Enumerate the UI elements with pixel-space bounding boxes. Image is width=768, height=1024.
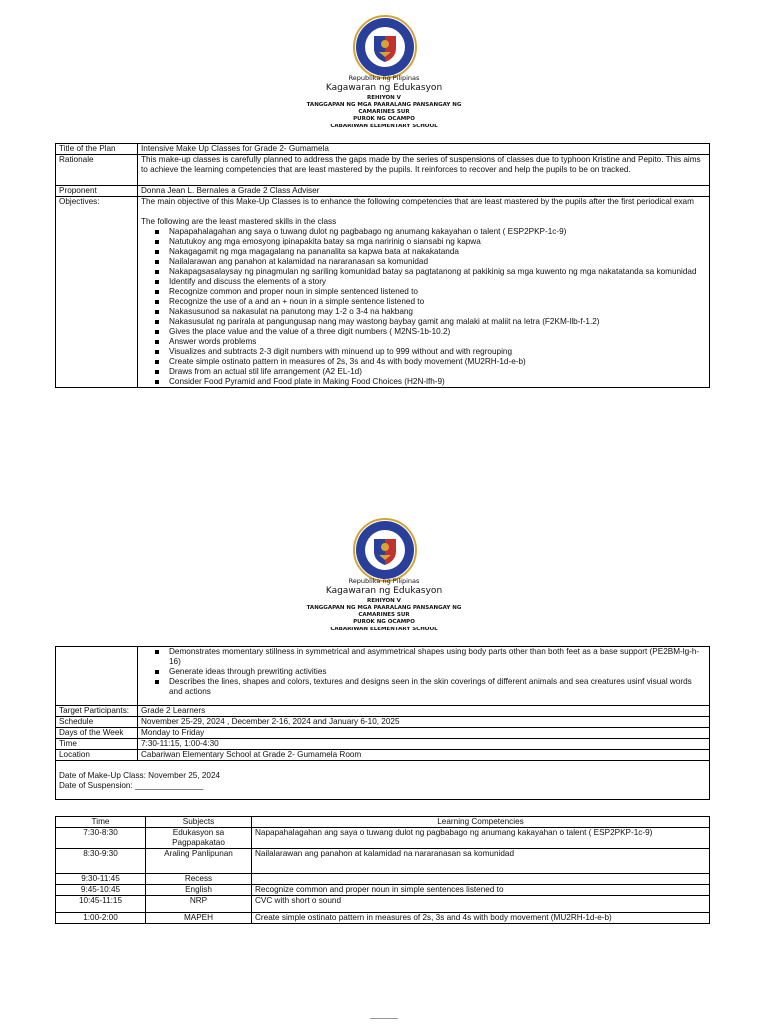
suspension-date: Date of Suspension: _______________ (59, 781, 204, 790)
row-competency: CVC with short o sound (252, 896, 710, 913)
school-label: CABARIWAN ELEMENTARY SCHOOL (330, 627, 438, 632)
title-label: Title of the Plan (56, 144, 138, 155)
list-item: Napapahalagahan ang saya o tuwang dulot ng pagbabago ng anumang kakayahan o talent ( ESP2PKP-1c-9) (169, 227, 706, 237)
row-subject: Recess (146, 874, 252, 885)
skills-list (141, 227, 706, 387)
list-item: Natutukoy ang mga emosyong ipinapakita batay sa mga naririnig o siansabi ng kapwa (169, 237, 706, 247)
makeup-date: Date of Make-Up Class: November 25, 2024 (59, 771, 221, 780)
row-competency: Napapahalagahan ang saya o tuwang dulot ng pagbabago ng anumang kakayahan o talent ( ESP2PKP-1c-9) (252, 828, 710, 849)
list-item: Visualizes and subtracts 2-3 digit numbers with minuend up to 999 without and with regrouping (169, 347, 706, 357)
row-time: 8:30-9:30 (56, 849, 146, 874)
school-label: CABARIWAN ELEMENTARY SCHOOL (330, 124, 438, 129)
location-label: Location (56, 750, 138, 761)
list-item: Identify and discuss the elements of a story (169, 277, 706, 287)
days-row (56, 728, 710, 739)
title-value: Intensive Make Up Classes for Grade 2- Gumamela (138, 144, 710, 155)
table-row (56, 828, 710, 849)
deped-seal-icon (352, 517, 418, 583)
target-row (56, 706, 710, 717)
rationale-row (56, 155, 710, 186)
list-item: Draws from an actual stil life arrangement (A2 EL-1d) (169, 367, 706, 377)
province-label: CAMARINES SUR (358, 612, 410, 618)
region-label: REHIYON V (367, 95, 401, 101)
department-label: Kagawaran ng Edukasyon (325, 83, 443, 93)
list-item: Gives the place value and the value of a three digit numbers ( M2NS-1b-10.2) (169, 327, 706, 337)
row-competency: Recognize common and proper noun in simple sentences listened to (252, 885, 710, 896)
list-item: Nakapagsasalaysay ng pinagmulan ng sariling komunidad batay sa pagtatanong at pakikinig sa mga kuwento ng mga nakatatanda sa komunidad (169, 267, 706, 277)
row-subject: Araling Panlipunan (146, 849, 252, 874)
time-row (56, 739, 710, 750)
target-label: Target Participants: (56, 706, 138, 717)
row-time: 10:45-11:15 (56, 896, 146, 913)
province-label: CAMARINES SUR (358, 109, 410, 115)
table-row (56, 885, 710, 896)
continued-skills-list (141, 647, 706, 697)
time-header: Time (56, 817, 146, 828)
deped-seal-icon (352, 14, 418, 80)
dates-row (56, 761, 710, 800)
schedule-value: November 25-29, 2024 , December 2-16, 2024 and January 6-10, 2025 (138, 717, 710, 728)
continued-skills-row (56, 647, 710, 706)
row-subject: English (146, 885, 252, 896)
row-time: 9:45-10:45 (56, 885, 146, 896)
time-label: Time (56, 739, 138, 750)
table-row (56, 913, 710, 924)
rationale-value: This make-up classes is carefully planned to address the gaps made by the series of suspensions of classes due to typhoon Kristine and Pepito. This aims to achieve the learning competencies that are least mastered by the pupils. It reinforces to recover and help the pupils to be on tracked. (138, 155, 710, 186)
list-item: Nakasusulat ng parirala at pangungusap nang may wastong baybay gamit ang malaki at maliit na letra (F2KM-llb-f-1.2) (169, 317, 706, 327)
region-label: REHIYON V (367, 598, 401, 604)
row-competency: Create simple ostinato pattern in measures of 2s, 3s and 4s with body movement (MU2RH-1d-e-b) (252, 913, 710, 924)
objectives-intro: The main objective of this Make-Up Classes is to enhance the following competencies that are least mastered by the pupils after the first periodical exam (141, 197, 694, 206)
office-label: TANGGAPAN NG MGA PAARALANG PANSANGAY NG (306, 605, 462, 611)
row-time: 1:00-2:00 (56, 913, 146, 924)
proponent-row (56, 186, 710, 197)
location-value: Cabariwan Elementary School at Grade 2- Gumamela Room (138, 750, 710, 761)
details-table (55, 646, 710, 800)
district-label: PUROK NG OCAMPO (353, 116, 415, 122)
table-header-row (56, 817, 710, 828)
row-competency: Nailalarawan ang panahon at kalamidad na nararanasan sa komunidad (252, 849, 710, 874)
row-competency (252, 874, 710, 885)
republic-label: Republika ng Pilipinas (348, 577, 420, 585)
title-row (56, 144, 710, 155)
republic-label: Republika ng Pilipinas (348, 74, 420, 82)
row-subject: MAPEH (146, 913, 252, 924)
schedule-label: Schedule (56, 717, 138, 728)
page-3-edge (370, 1018, 398, 1023)
skills-intro: The following are the least mastered skills in the class (141, 217, 337, 226)
list-item: Recognize common and proper noun in simple sentenced listened to (169, 287, 706, 297)
list-item: Answer words problems (169, 337, 706, 347)
list-item: Consider Food Pyramid and Food plate in Making Food Choices (H2N-lfh-9) (169, 377, 706, 387)
time-value: 7:30-11:15, 1:00-4:30 (138, 739, 710, 750)
objectives-label: Objectives: (56, 197, 138, 388)
plan-table (55, 143, 710, 388)
list-item: Describes the lines, shapes and colors, textures and designs seen in the skin coverings of different animals and sea creatures usinf visual words and actions (169, 677, 706, 697)
department-label: Kagawaran ng Edukasyon (325, 586, 443, 596)
list-item: Create simple ostinato pattern in measures of 2s, 3s and 4s with body movement (MU2RH-1d-e-b) (169, 357, 706, 367)
list-item: Nakagagamit ng mga magagalang na pananalita sa kapwa bata at nakakatanda (169, 247, 706, 257)
table-row (56, 874, 710, 885)
location-row (56, 750, 710, 761)
objectives-row (56, 197, 710, 388)
row-time: 7:30-8:30 (56, 828, 146, 849)
schedule-table (55, 816, 710, 924)
rationale-label: Rationale (56, 155, 138, 186)
days-label: Days of the Week (56, 728, 138, 739)
list-item: Nakasusunod sa nakasulat na panutong may 1-2 o 3-4 na hakbang (169, 307, 706, 317)
subjects-header: Subjects (146, 817, 252, 828)
proponent-label: Proponent (56, 186, 138, 197)
table-row (56, 896, 710, 913)
row-subject: Edukasyon sa Pagpapakatao (146, 828, 252, 849)
list-item: Demonstrates momentary stillness in symmetrical and asymmetrical shapes using body parts other than both feet as a base support (PE2BM-lg-h-16) (169, 647, 706, 667)
list-item: Recognize the use of a and an + noun in a simple sentence listened to (169, 297, 706, 307)
table-row (56, 849, 710, 874)
list-item: Generate ideas through prewriting activities (169, 667, 706, 677)
schedule-row (56, 717, 710, 728)
competencies-header: Learning Competencies (252, 817, 710, 828)
list-item: Nailalarawan ang panahon at kalamidad na nararanasan sa komunidad (169, 257, 706, 267)
days-value: Monday to Friday (138, 728, 710, 739)
office-label: TANGGAPAN NG MGA PAARALANG PANSANGAY NG (306, 102, 462, 108)
district-label: PUROK NG OCAMPO (353, 619, 415, 625)
row-subject: NRP (146, 896, 252, 913)
row-time: 9:30-11:45 (56, 874, 146, 885)
proponent-value: Donna Jean L. Bernales a Grade 2 Class Adviser (138, 186, 710, 197)
target-value: Grade 2 Learners (138, 706, 710, 717)
objectives-cell (138, 197, 710, 388)
